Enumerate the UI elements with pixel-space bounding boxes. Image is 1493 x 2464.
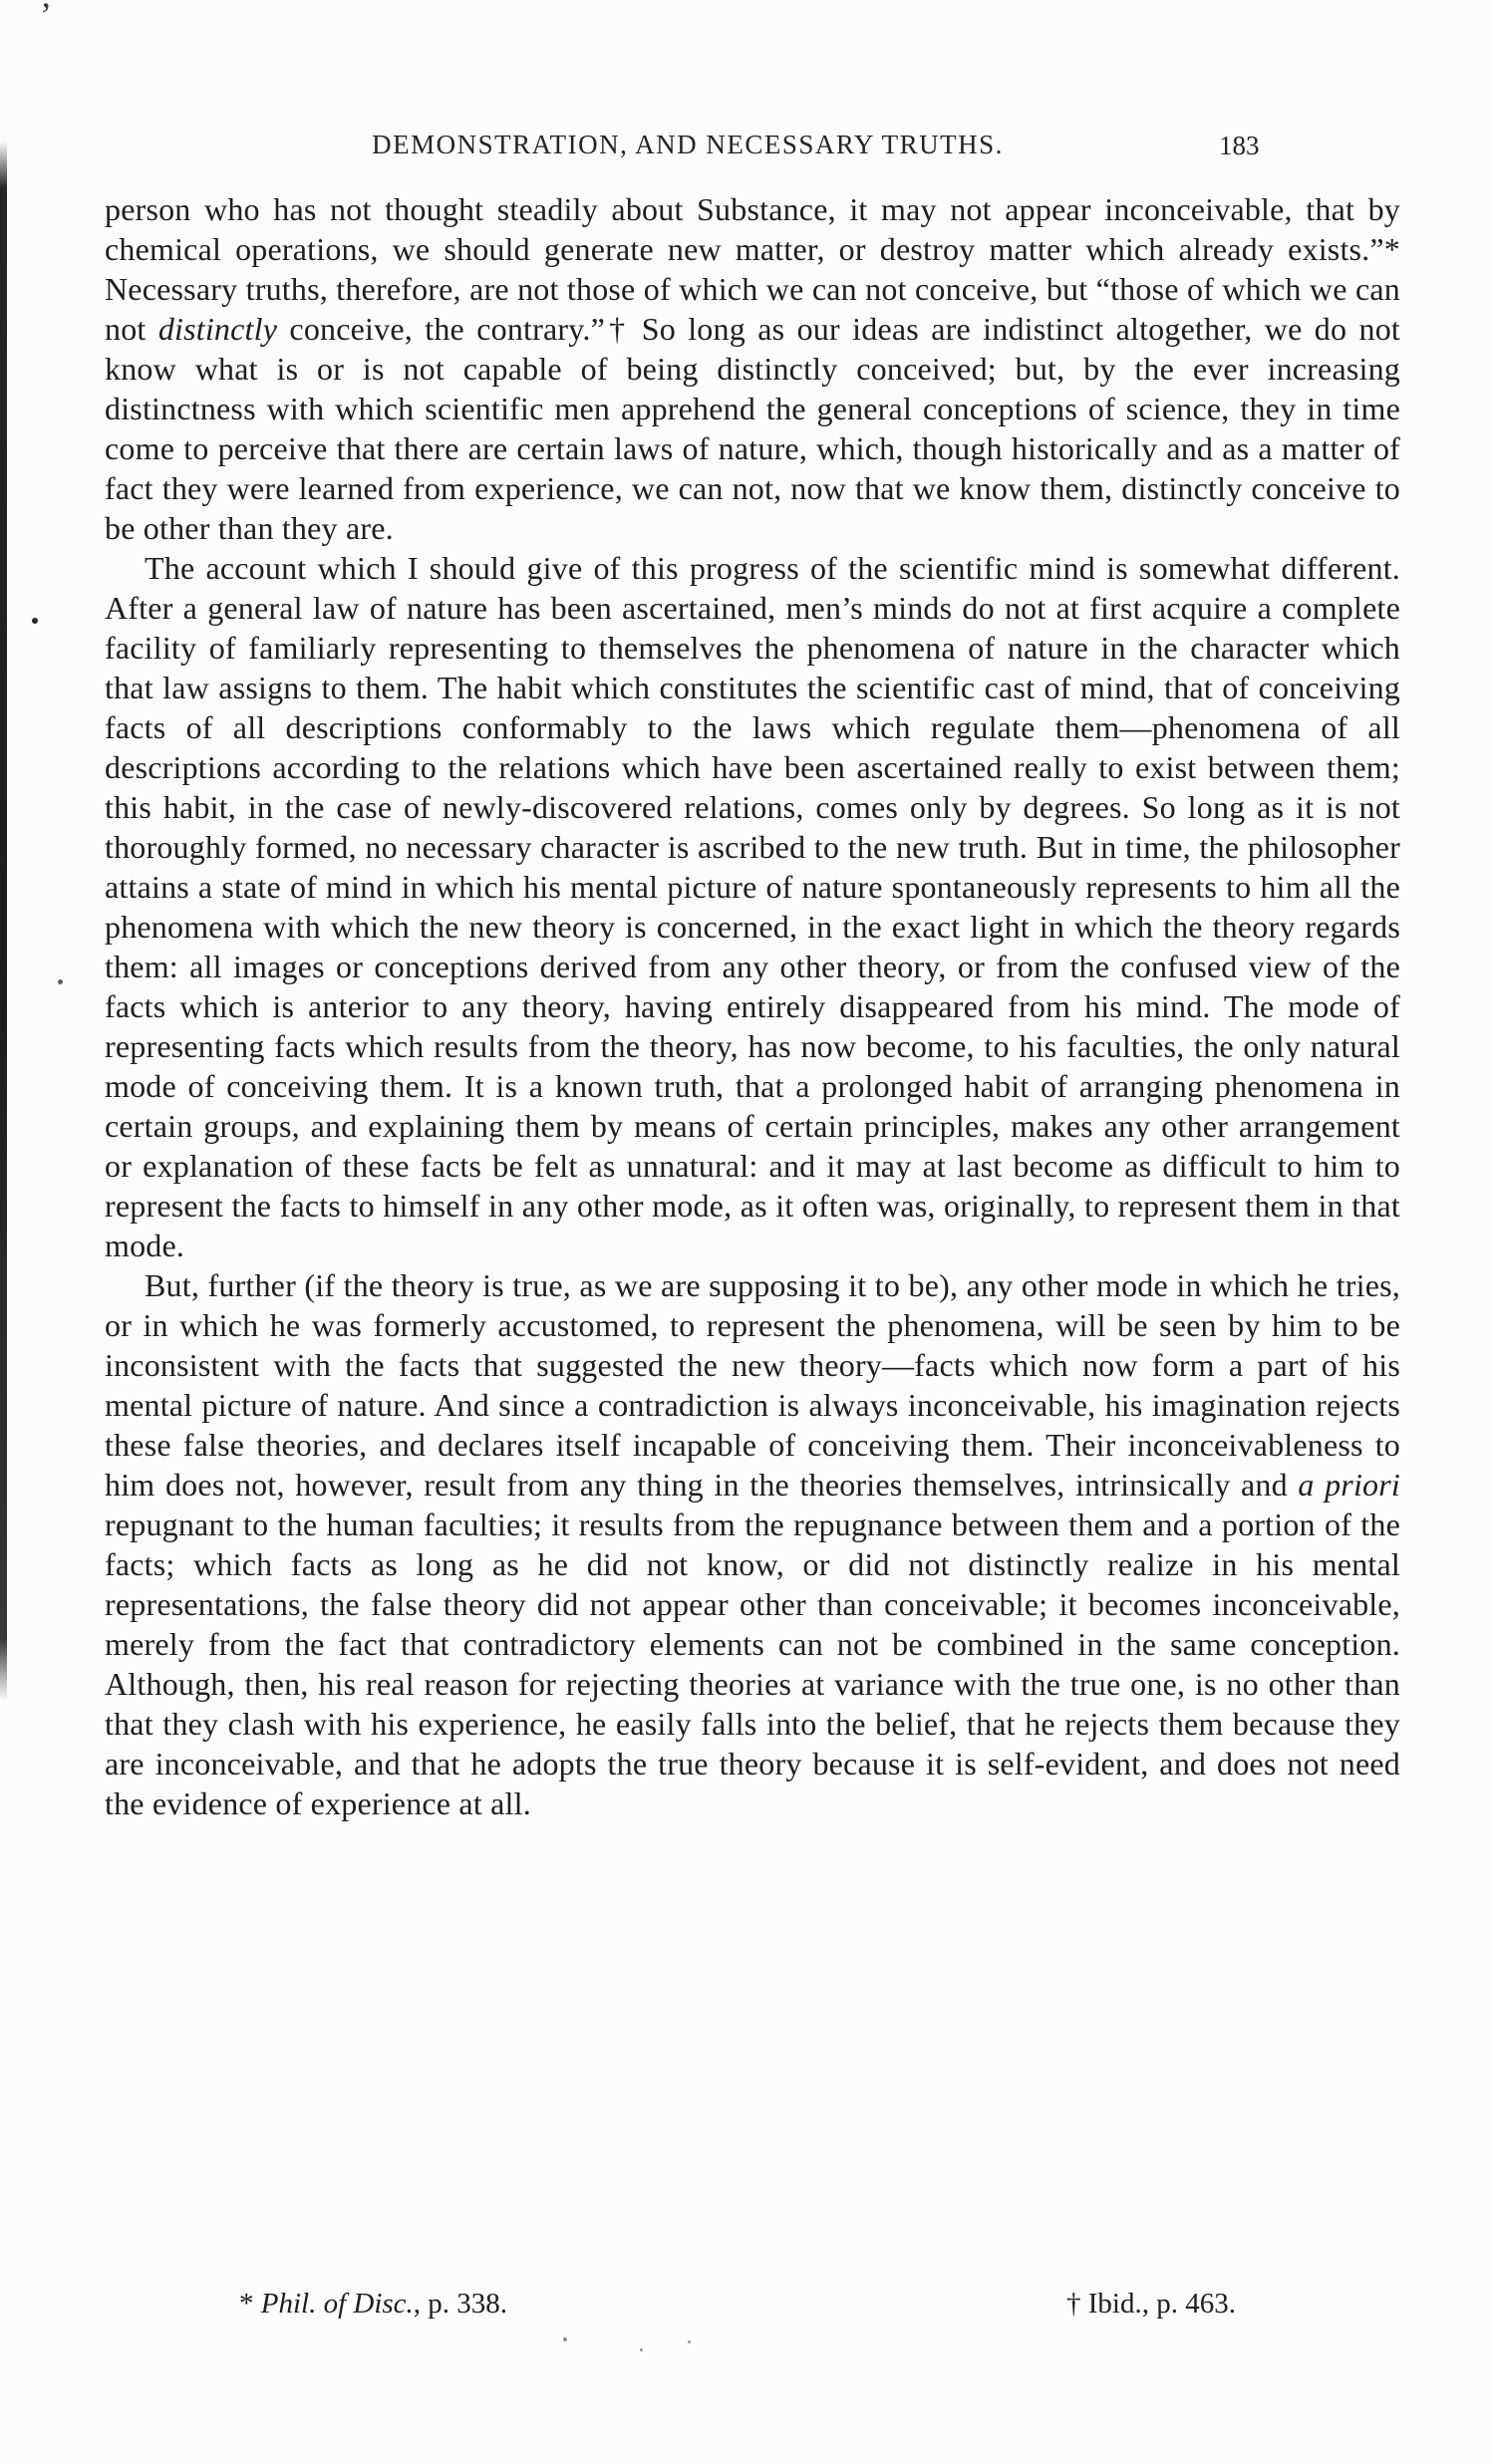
paragraph <box>105 189 1400 548</box>
scan-speck <box>32 618 38 624</box>
scan-edge-strip <box>0 141 7 1701</box>
scan-corner-mark: ’ <box>40 0 52 35</box>
text-run: The account which I should give of this progress of the scientific mind is somewhat different. After a general law of nature has been ascertained, men’s minds do not at first acquire a complete facility of familiarly representing to themselves the phenomena of nature in the character which that law assigns to them. The habit which constitutes the scientific cast of mind, that of conceiving facts of all descriptions conformably to the laws which regulate them—phenomena of all descriptions according to the relations which have been ascertained really to exist between them; this habit, in the case of newly-discovered relations, comes only by degrees. So long as it is not thoroughly formed, no necessary character is ascribed to the new truth. But in time, the philosopher attains a state of mind in which his mental picture of nature spontaneously represents to him all the phenomena with which the new theory is concerned, in the exact light in which the theory regards them: all images or conceptions derived from any other theory, or from the confused view of the facts which is anterior to any theory, having entirely disappeared from his mind. The mode of representing facts which results from the theory, has now become, to his faculties, the only natural mode of conceiving them. It is a known truth, that a prolonged habit of arranging phenomena in certain groups, and explaining them by means of certain principles, makes any other arrangement or explanation of these facts be felt as unnatural: and it may at last become as difficult to him to represent the facts to himself in any other mode, as it often was, originally, to represent them in that mode. <box>105 550 1400 1263</box>
italic-text-run: Phil. of Disc. <box>260 2288 414 2320</box>
paragraph <box>105 548 1400 1265</box>
text-run: † Ibid., p. 463. <box>1066 2288 1236 2320</box>
scan-speck <box>640 2348 643 2351</box>
paragraph <box>105 1265 1400 1823</box>
scan-speck <box>563 2337 567 2341</box>
italic-text-run: distinctly <box>157 311 278 347</box>
footnotes-row <box>105 2288 1400 2327</box>
body-paragraphs <box>105 189 1400 1823</box>
text-run: , p. 338. <box>413 2288 508 2320</box>
footnote-right <box>1066 2288 1236 2321</box>
text-run: person who has not thought steadily about Substance, it may not appear inconceivable, that by chemical operations, we should generate new matter, or destroy matter which already exists.”* Necessary truths, therefore, are not those of which we can not conceive, but “those of which we can not <box>105 191 1400 347</box>
page-title: DEMONSTRATION, AND NECESSARY TRUTHS. <box>372 130 1004 159</box>
text-run: * <box>239 2288 261 2320</box>
footnote-left <box>239 2288 507 2321</box>
text-run: repugnant to the human faculties; it results from the repugnance between them and a portion of the facts; which facts as long as he did not know, or did not distinctly realize in his mental representations, the false theory did not appear other than conceivable; it becomes inconceivable, merely from the fact that contradictory elements can not be combined in the same conception. Although, then, his real reason for rejecting theories at variance with the true one, is no other than that they clash with his experience, he easily falls into the belief, that he rejects them because they are inconceivable, and that he adopts the true theory because it is self-evident, and does not need the evidence of experience at all. <box>105 1506 1400 1821</box>
italic-text-run: a priori <box>1298 1467 1400 1503</box>
page-number: 183 <box>1219 131 1260 160</box>
running-head <box>105 130 1400 171</box>
text-run: conceive, the contrary.”† So long as our ideas are indistinct altogether, we do not know what is or is not capable of being distinctly conceived; but, by the ever increasing distinctness with which scientific men apprehend the general conceptions of science, they in time come to perceive that there are certain laws of nature, which, though historically and as a matter of fact they were learned from experience, we can not, now that we know them, distinctly conceive to be other than they are. <box>105 311 1400 546</box>
scan-speck <box>688 2340 691 2343</box>
text-run: But, further (if the theory is true, as we are supposing it to be), any other mode in which he tries, or in which he was formerly accustomed, to represent the phenomena, will be seen by him to be inconsistent with the facts that suggested the new theory—facts which now form a part of his mental picture of nature. And since a contradiction is always inconceivable, his imagination rejects these false theories, and declares itself incapable of conceiving them. Their inconceivableness to him does not, however, result from any thing in the theories themselves, intrinsically and <box>105 1267 1400 1503</box>
scan-speck <box>58 979 63 984</box>
